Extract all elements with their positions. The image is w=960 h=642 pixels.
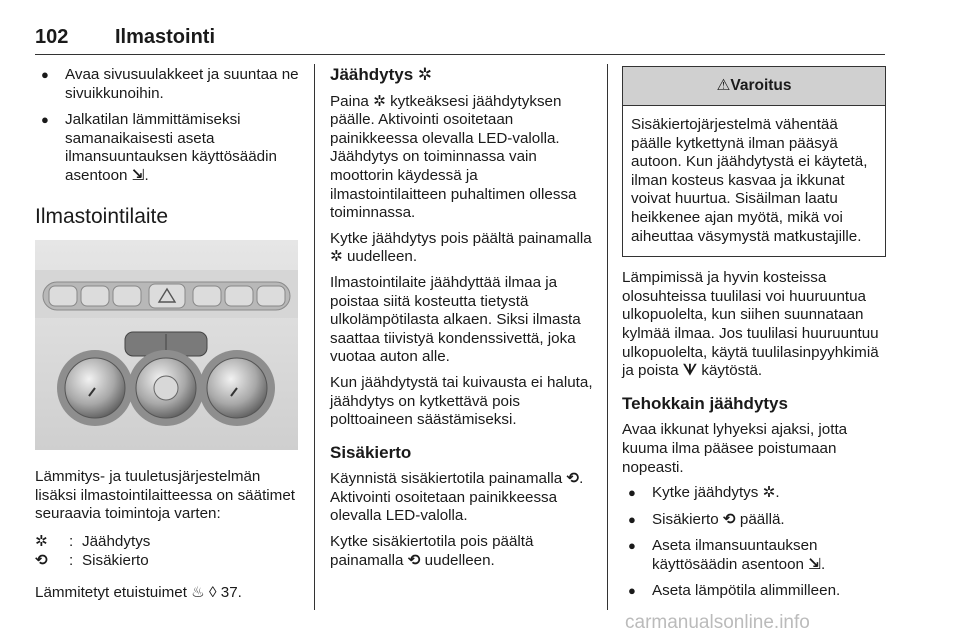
- text: Lämpimissä ja hyvin kosteissa olosuhteissa tuulilasi voi huuruuntua ulkopuolelta, kun siihen suunnataan kylmää ilmaa. Jos tuulilasi huuruuntuu ulkopuolelta, käytä tuulilasinpyyhkimiä ja poista: [622, 269, 879, 380]
- text: Kytke jäähdytys: [652, 484, 759, 502]
- text: Paina: [330, 92, 369, 110]
- text: Käynnistä sisäkiertotila painamalla: [330, 470, 563, 488]
- warning-text: Sisäkiertojärjestelmä vähentää päälle kytkettynä ilman pääsyä autoon. Kun jäähdytystä ei käytetä, ilman kosteus kasvaa ja ikkunat voivat huurtua. Sisäilman laatu heikkenee ajan myötä, mikä voi aiheuttaa väsymystä matkustajille.: [631, 116, 868, 245]
- warning-icon: ⚠: [716, 77, 731, 94]
- chapter-title: Ilmastointi: [115, 26, 216, 48]
- max-cooling-bullets: [622, 484, 886, 601]
- list-item: [622, 511, 886, 530]
- bullet-text: Jalkatilan lämmittämiseksi samanaikaisesti aseta ilmansuuntauksen käyttösäädin asentoon: [65, 111, 277, 184]
- heated-seats-ref: [35, 584, 303, 603]
- paragraph: [330, 93, 596, 223]
- vent-bullets: [35, 66, 303, 186]
- legend-row: [35, 532, 303, 551]
- text: . Aktivointi osoitetaan painikkeessa olevalla LED-valolla.: [330, 470, 584, 525]
- text: uudelleen.: [346, 248, 418, 266]
- cooling-icon: ✲: [35, 532, 48, 550]
- cooling-icon: ✲: [373, 92, 386, 110]
- recirculation-icon: ⟲: [566, 470, 580, 488]
- column-2: [330, 66, 596, 577]
- intro-paragraph: Lämmitys- ja tuuletusjärjestelmän lisäksi ilmastointilaitteessa on säätimet seuraavia toimintoja varten:: [35, 468, 295, 523]
- paragraph: [330, 230, 596, 267]
- page-ref-icon: ◊: [209, 583, 217, 601]
- text: uudelleen.: [424, 551, 495, 569]
- recirculation-heading: Sisäkierto: [330, 442, 412, 462]
- page-header: [35, 26, 885, 52]
- text: Aseta ilmansuuntauksen käyttösäädin asentoon: [652, 537, 818, 573]
- cooling-icon: ✲: [417, 65, 433, 84]
- list-item: [622, 537, 886, 574]
- max-cooling-heading: Tehokkain jäähdytys: [622, 393, 788, 413]
- text: Aseta lämpötila alimmilleen.: [652, 582, 841, 600]
- control-legend: [35, 532, 303, 570]
- text: päällä.: [739, 510, 785, 528]
- column-3: [622, 66, 886, 609]
- paragraph: [622, 269, 886, 381]
- legend-colon: :: [69, 551, 74, 569]
- header-rule: [35, 54, 885, 55]
- warning-box: [622, 66, 886, 257]
- column-divider-2: [607, 64, 608, 610]
- watermark: carmanualsonline.info: [625, 612, 810, 633]
- warning-title-text: Varoitus: [730, 77, 792, 94]
- cooling-heading: [330, 66, 596, 85]
- text: .: [820, 555, 826, 573]
- legend-row: [35, 551, 303, 570]
- text: .: [775, 484, 780, 502]
- paragraph: [330, 533, 596, 570]
- recirculation-icon: ⟲: [407, 551, 421, 569]
- text: kytkeäksesi jäähdytyksen päälle. Aktivointi osoitetaan painikkeessa olevalla LED-valolla. Jäähdytys on toiminnassa vain moottorin käydessä ja ilmastointilaitteen puhaltimen ollessa toiminnassa.: [330, 92, 577, 222]
- text: Kytke jäähdytys pois päältä painamalla: [330, 229, 592, 247]
- heated-seats-text: Lämmitetyt etuistuimet: [35, 583, 187, 601]
- page-number: 102: [35, 26, 69, 48]
- cooling-title: Jäähdytys: [330, 65, 414, 84]
- air-distribution-feet-icon: ⇲: [131, 166, 145, 184]
- paragraph: [330, 470, 596, 526]
- text: käytöstä.: [701, 362, 763, 380]
- heated-seat-icon: ♨: [191, 583, 205, 601]
- warning-title: [623, 67, 885, 106]
- section-heading: Ilmastointilaite: [35, 204, 169, 228]
- list-item: [622, 484, 886, 503]
- page-ref: 37.: [220, 583, 242, 601]
- list-item: [35, 66, 303, 103]
- paragraph: Ilmastointilaite jäähdyttää ilmaa ja poistaa siitä kosteutta tietystä ulkolämpötilasta alkaen. Siksi ilmasta saattaa tiivistyä kondenssivettä, joka vuotaa auton alle.: [330, 273, 581, 366]
- climate-control-photo: [35, 240, 298, 450]
- legend-label: Jäähdytys: [82, 532, 151, 550]
- column-divider-1: [314, 64, 315, 610]
- recirculation-icon: ⟲: [722, 510, 736, 528]
- column-1: [35, 66, 303, 610]
- bullet-text: Avaa sivusuulakkeet ja suuntaa ne sivuikkunoihin.: [65, 66, 299, 102]
- list-item: [622, 582, 886, 601]
- cooling-icon: ✲: [762, 484, 776, 502]
- legend-label: Sisäkierto: [82, 551, 149, 569]
- defrost-icon: ᗐ: [682, 362, 698, 380]
- legend-colon: :: [69, 532, 74, 550]
- air-distribution-icon: ⇲: [808, 555, 821, 573]
- paragraph: Avaa ikkunat lyhyeksi ajaksi, jotta kuuma ilma pääsee poistumaan nopeasti.: [622, 421, 848, 476]
- text: Sisäkierto: [652, 510, 719, 528]
- paragraph: Kun jäähdytystä tai kuivausta ei haluta, jäähdytys on kytkettävä pois polttoaineen säästämiseksi.: [330, 373, 593, 429]
- recirculation-icon: ⟲: [35, 551, 48, 569]
- text: Kytke sisäkiertotila pois päältä painamalla: [330, 533, 534, 569]
- cooling-icon: ✲: [330, 248, 343, 266]
- list-item: ● Jalkatilan lämmittämiseksi samanaikaisesti aseta ilmansuuntauksen käyttösäädin asentoon ⇲.: [35, 111, 303, 185]
